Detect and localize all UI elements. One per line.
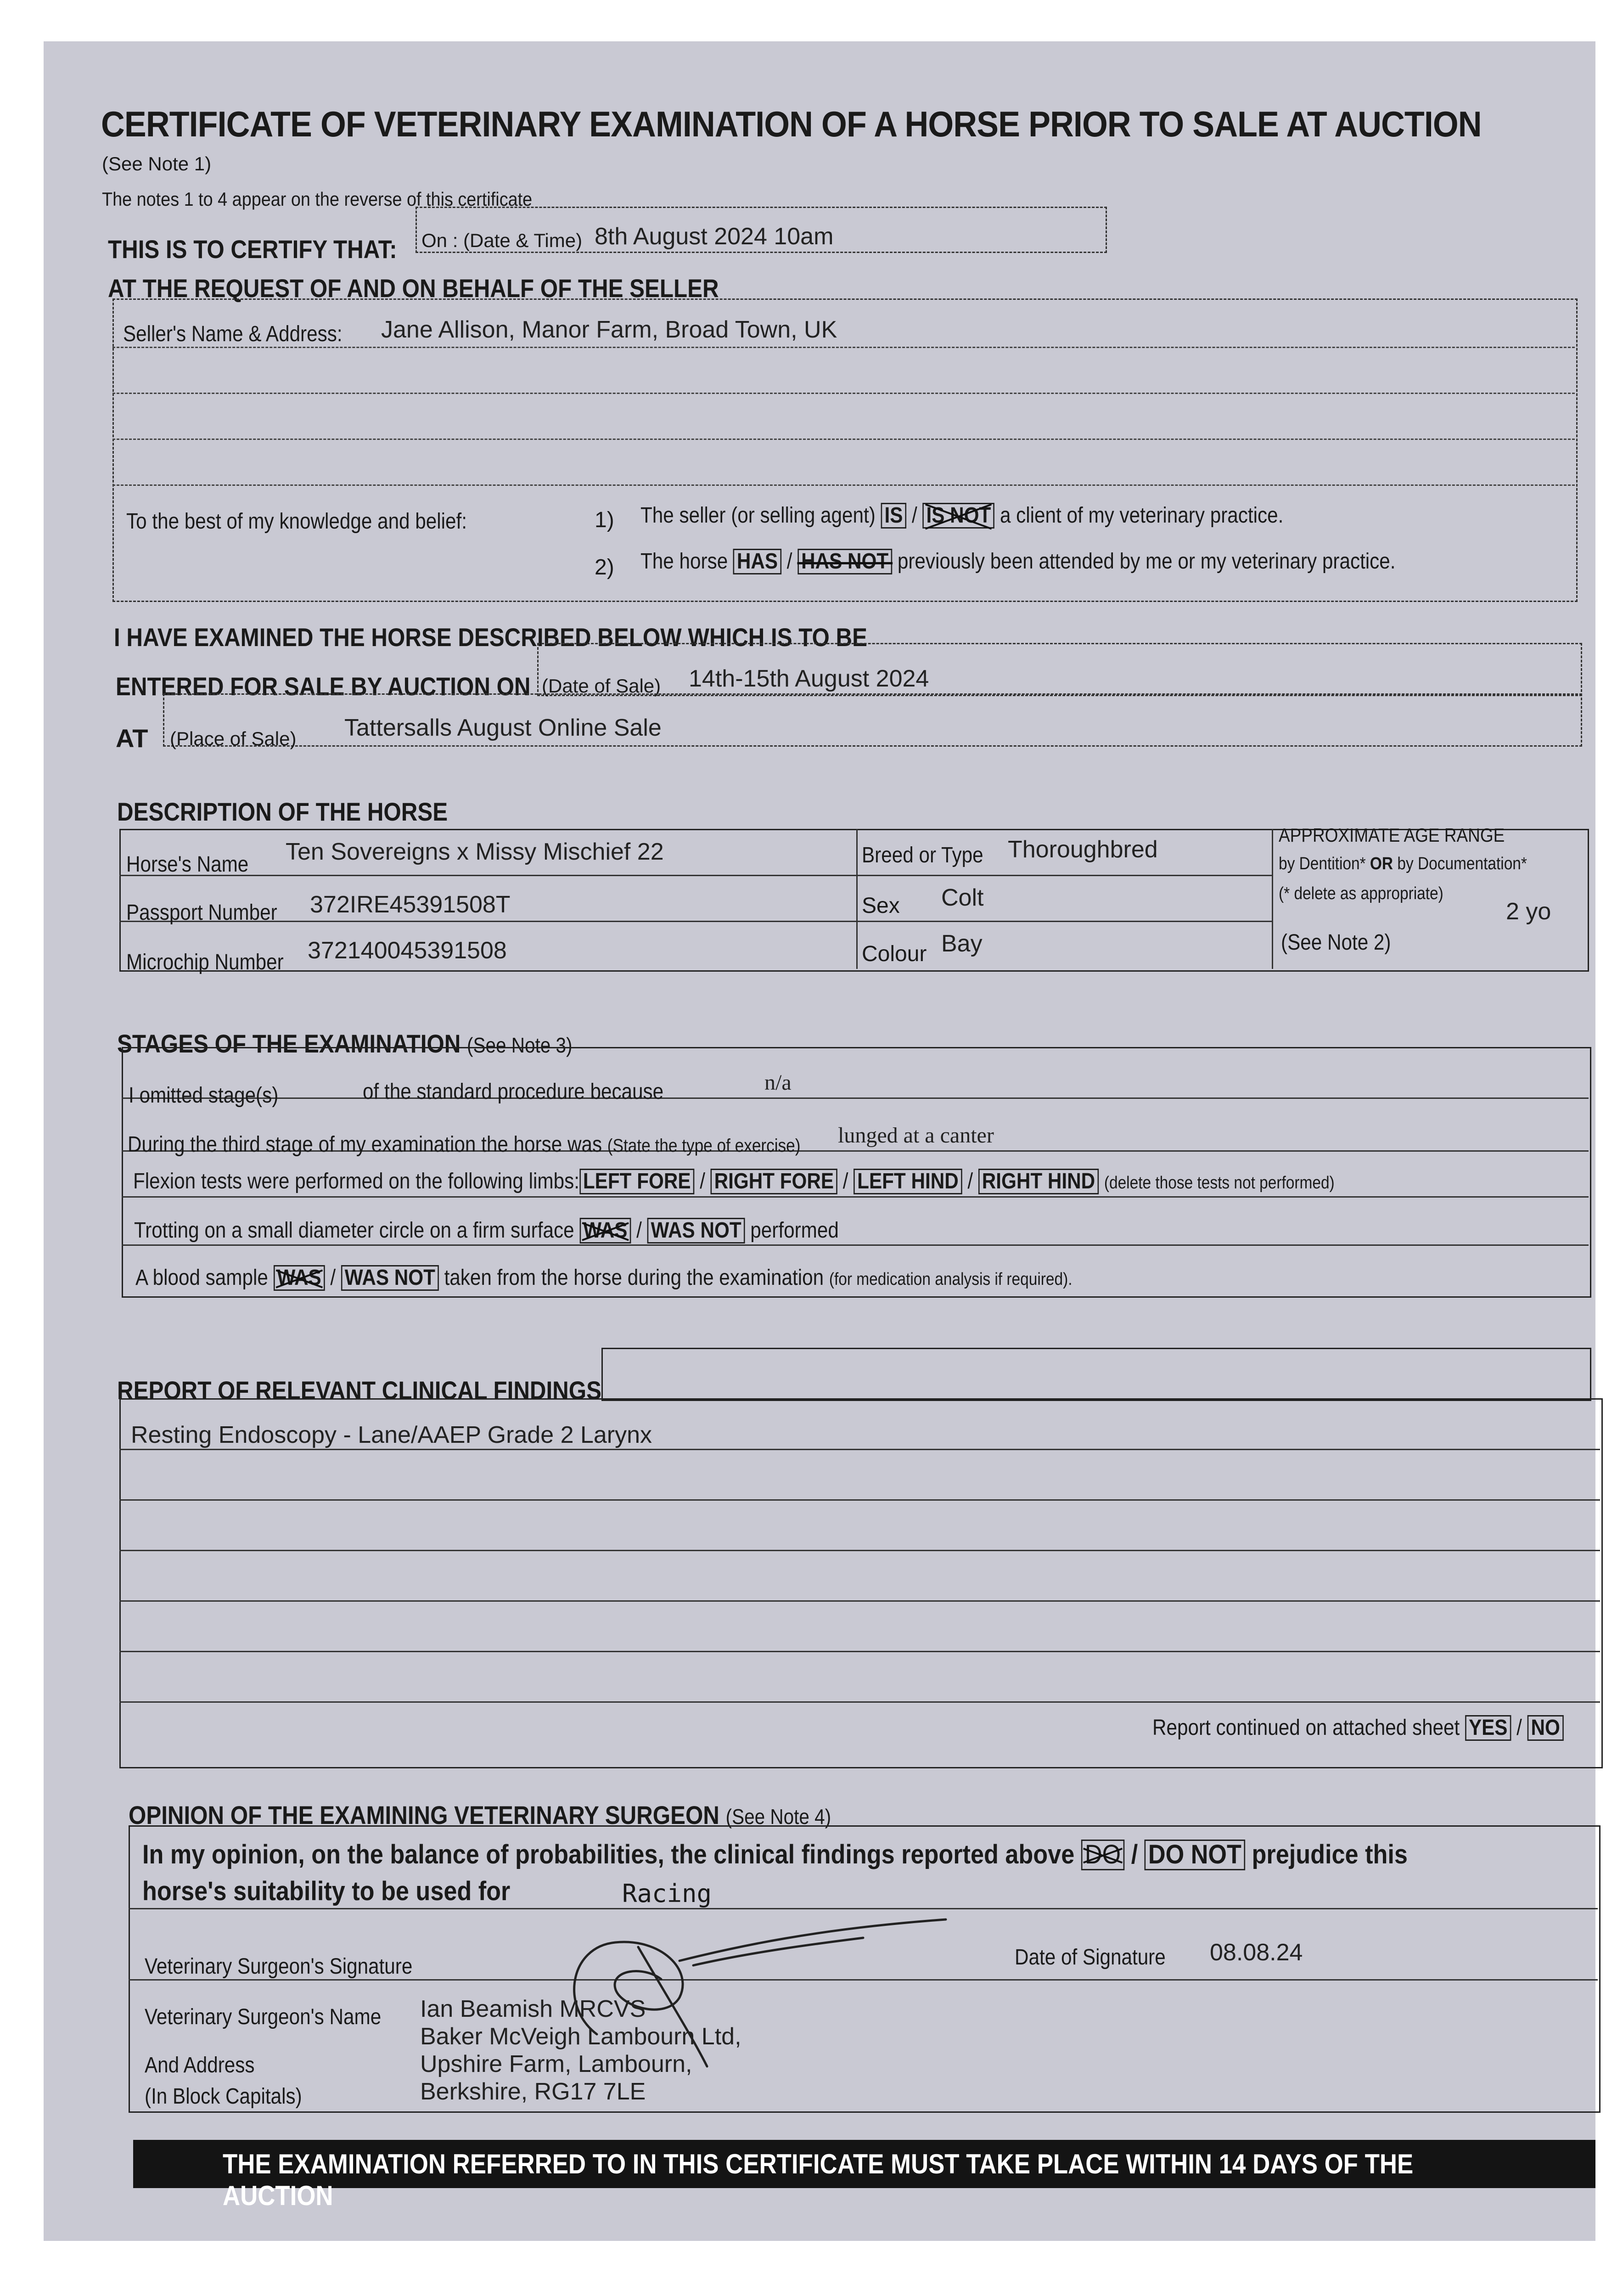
horse-name-label: Horse's Name — [126, 852, 249, 877]
blood-option-was[interactable]: WAS — [274, 1265, 325, 1291]
sale-date-value: 14th-15th August 2024 — [689, 665, 929, 692]
opinion-line-2: horse's suitability to be used for — [142, 1876, 511, 1906]
examined-heading: I HAVE EXAMINED THE HORSE DESCRIBED BELOW WHICH IS TO BE — [114, 623, 867, 652]
certify-heading: THIS IS TO CERTIFY THAT: — [108, 235, 397, 264]
vet-name-value[interactable]: Ian Beamish MRCVS — [420, 1996, 646, 2022]
sale-place-value: Tattersalls August Online Sale — [344, 715, 662, 741]
seller-client-statement: The seller (or selling agent) IS / IS NOT a client of my veterinary practice. — [640, 503, 1371, 529]
option-has[interactable]: HAS — [733, 549, 781, 574]
option-is-not[interactable]: IS NOT — [923, 503, 995, 529]
passport-value[interactable]: 372IRE45391508T — [310, 891, 511, 918]
sale-place-label: (Place of Sale) — [170, 728, 297, 749]
blood-sample-row: A blood sample WAS / WAS NOT taken from the horse during the examination (for medication analysis if required). — [135, 1265, 1200, 1291]
colour-value[interactable]: Bay — [941, 930, 983, 957]
block-capitals-label: (In Block Capitals) — [145, 2084, 302, 2109]
report-line-1[interactable]: Resting Endoscopy - Lane/AAEP Grade 2 Larynx — [131, 1422, 652, 1448]
colour-label: Colour — [862, 942, 927, 966]
footer-banner — [133, 2140, 1595, 2211]
report-heading: REPORT OF RELEVANT CLINICAL FINDINGS — [117, 1376, 601, 1405]
passport-label: Passport Number — [126, 900, 277, 925]
age-method: by Dentition* OR by Documentation* — [1279, 854, 1527, 873]
horse-name-value[interactable]: Ten Sovereigns x Missy Mischief 22 — [286, 838, 664, 865]
opinion-heading: OPINION OF THE EXAMINING VETERINARY SURGEON (See Note 4) — [129, 1801, 831, 1829]
continued-yes[interactable]: YES — [1465, 1715, 1511, 1741]
sex-label: Sex — [862, 894, 900, 918]
option-has-not[interactable]: HAS NOT — [797, 549, 892, 574]
request-heading: AT THE REQUEST OF AND ON BEHALF OF THE SELLER — [108, 274, 719, 303]
omitted-label: I omitted stage(s) — [129, 1083, 279, 1108]
certificate-title: CERTIFICATE OF VETERINARY EXAMINATION OF A HORSE PRIOR TO SALE AT AUCTION — [101, 104, 1482, 144]
breed-value[interactable]: Thoroughbred — [1008, 836, 1158, 863]
report-box — [119, 1398, 1603, 1768]
opinion-option-do-not[interactable]: DO NOT — [1145, 1840, 1245, 1870]
microchip-label: Microchip Number — [126, 950, 284, 974]
limb-right-hind[interactable]: RIGHT HIND — [978, 1169, 1099, 1194]
limb-left-hind[interactable]: LEFT HIND — [854, 1169, 962, 1194]
vet-name-label: Veterinary Surgeon's Name — [145, 2005, 382, 2029]
flexion-row: Flexion tests were performed on the following limbs: LEFT FORE / RIGHT FORE / LEFT HIND / RIGHT HIND (delete those tests not performed) — [133, 1169, 1499, 1194]
notes-line: The notes 1 to 4 appear on the reverse of this certificate — [102, 188, 533, 210]
description-heading: DESCRIPTION OF THE HORSE — [117, 797, 448, 826]
see-note-1: (See Note 1) — [102, 153, 212, 174]
opinion-statement: In my opinion, on the balance of probabilities, the clinical findings reported above DO / DO NOT prejudice this — [142, 1840, 1408, 1869]
age-delete-note: (* delete as appropriate) — [1279, 884, 1443, 903]
age-value[interactable]: 2 yo — [1506, 898, 1551, 925]
date-of-signature-label: Date of Signature — [1015, 1945, 1166, 1970]
date-of-signature-value[interactable]: 08.08.24 — [1210, 1939, 1303, 1966]
item2-number: 2) — [595, 555, 614, 580]
sex-value[interactable]: Colt — [941, 884, 984, 911]
vet-address-line-3[interactable]: Berkshire, RG17 7LE — [420, 2078, 646, 2105]
exam-date-label: On : (Date & Time) — [421, 230, 583, 251]
trot-option-was-not[interactable]: WAS NOT — [647, 1218, 745, 1244]
signature-label: Veterinary Surgeon's Signature — [145, 1954, 413, 1979]
seller-name-label: Seller's Name & Address: — [123, 322, 343, 346]
third-stage-label: During the third stage of my examination the horse was (State the type of exercise) — [128, 1132, 801, 1157]
exam-date-value: 8th August 2024 10am — [595, 223, 834, 250]
limb-left-fore[interactable]: LEFT FORE — [579, 1169, 694, 1194]
report-header-box — [601, 1348, 1591, 1401]
intended-use-value[interactable]: Racing — [622, 1879, 712, 1908]
trot-option-was[interactable]: WAS — [579, 1218, 631, 1244]
horse-attended-statement: The horse HAS / HAS NOT previously been attended by me or my veterinary practice. — [640, 549, 1499, 574]
option-is[interactable]: IS — [881, 503, 907, 529]
blood-option-was-not[interactable]: WAS NOT — [341, 1265, 439, 1291]
entered-heading: ENTERED FOR SALE BY AUCTION ON — [116, 672, 531, 701]
age-heading: APPROXIMATE AGE RANGE — [1279, 824, 1505, 846]
at-label: AT — [116, 724, 148, 753]
seller-name-value[interactable]: Jane Allison, Manor Farm, Broad Town, UK — [381, 316, 837, 343]
report-continued: Report continued on attached sheet YES / NO — [1152, 1715, 1620, 1741]
omitted-value[interactable]: n/a — [764, 1070, 792, 1095]
vet-address-line-2[interactable]: Upshire Farm, Lambourn, — [420, 2051, 692, 2077]
stages-heading: STAGES OF THE EXAMINATION (See Note 3) — [117, 1029, 573, 1058]
vet-address-label: And Address — [145, 2053, 255, 2077]
continued-no[interactable]: NO — [1528, 1715, 1564, 1741]
third-stage-value[interactable]: lunged at a canter — [838, 1123, 994, 1148]
microchip-value[interactable]: 372140045391508 — [308, 937, 507, 964]
breed-label: Breed or Type — [862, 843, 983, 867]
belief-label: To the best of my knowledge and belief: — [126, 509, 467, 534]
omitted-mid: of the standard procedure because — [363, 1080, 664, 1104]
item1-number: 1) — [595, 508, 614, 532]
limb-right-fore[interactable]: RIGHT FORE — [711, 1169, 837, 1194]
age-note: (See Note 2) — [1281, 930, 1391, 955]
sale-date-label: (Date of Sale) — [542, 675, 661, 697]
vet-address-line-1[interactable]: Baker McVeigh Lambourn Ltd, — [420, 2023, 741, 2050]
footer-banner-text: THE EXAMINATION REFERRED TO IN THIS CERTIFICATE MUST TAKE PLACE WITHIN 14 DAYS OF THE AUCTION — [223, 2149, 1414, 2211]
trotting-row: Trotting on a small diameter circle on a firm surface WAS / WAS NOT performed — [134, 1218, 935, 1244]
opinion-option-do[interactable]: DO — [1081, 1840, 1125, 1870]
